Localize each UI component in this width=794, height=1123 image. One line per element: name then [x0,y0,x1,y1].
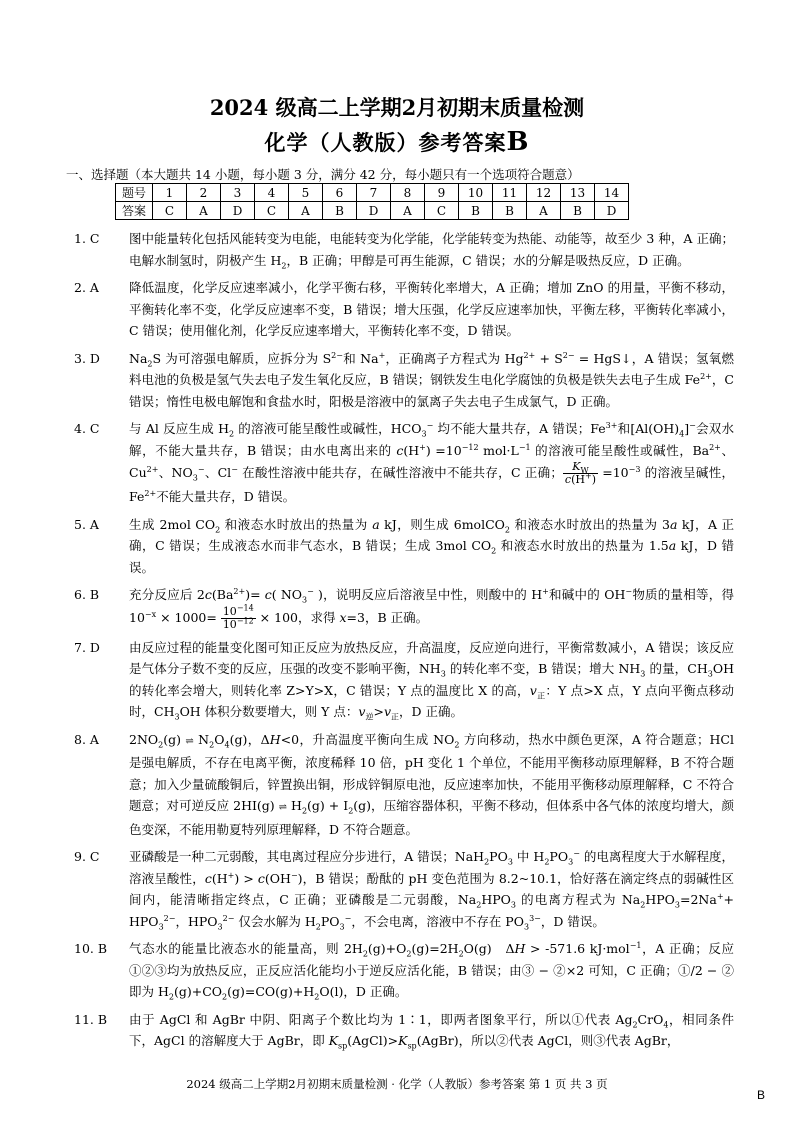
table-cell: 10 [459,184,493,202]
table-cell: 6 [323,184,357,202]
question-explanation: 与 Al 反应生成 $H_2$ 的溶液可能呈酸性或碱性，$HCO_3^-$ 均不能大量共存，A 错误；$Fe^{3+}$和$[Al(OH)_4]^-$会双水解，不能大量共存，B 错误；由水电离出来的 $c(H^+) =10^{-12}$ $mol\cdot L^{-1}$ 的溶液可能呈酸性或碱性，$Ba^{2+}$、$Cu^{2+}$、$NO_3^-$、Cl− 在酸性溶液中能共存，在碱性溶液中不能共存，C 正确； $\frac{K_W}{c(H^+)}$ $=10^{-3}$ 的溶液呈碱性，$Fe^{2+}$不能大量共存，D 错误。 [129,420,735,504]
question-explanation: 气态水的能量比液态水的能量高，则 $2H_2(g)+O_2(g)=2H_2O(g)$ ΔH > -571.6 kJ·mol$^{-1}$，A 正确；反应①②③均为放热反应，正反应活化能均小于逆反应活化能，B 错误；由③ − ②×2 可知，C 正确；①/2 − ②即为 $H_2(g)+CO_2(g)=CO(g)+H_2O(l)$，D 正确。 [129,940,735,1002]
question-explanation: 图中能量转化包括风能转变为电能，电能转变为化学能，化学能转变为热能、动能等，故至少 3 种，A 正确；电解水制氢时，阴极产生 $H_2$，B 正确；甲醇是可再生能源，C 错误；水的分解是吸热反应，D 正确。 [129,231,734,270]
question-item [74,938,734,1003]
question-item [74,514,734,579]
question-explanation: $Na_2S$ 为可溶强电解质，应拆分为 $S^{2-}$和 Na+，正确离子方程式为 $Hg^{2+} + S^{2-}$ = HgS↓，A 错误；氢氧燃料电池的负极是氢气失去电子发生氧化反应，B 错误；钢铁发生电化学腐蚀的负极是铁失去电子生成 $Fe^{2+}$，C 错误；惰性电极电解饱和食盐水时，阳极是溶液中的氯离子失去电子生成氯气，D 正确。 [129,350,734,409]
table-cell: 9 [425,184,459,202]
table-cell: 8 [391,184,425,202]
question-number: 10. B [74,941,108,956]
question-explanation: 充分反应后 $2c(Ba^{2+})= c$( $NO_3^-$ )，说明反应后溶液呈中性，则酸中的 H+和碱中的 OH−物质的量相等，得 $10^{-x} \times 1000=$ $\frac{10^{-14}}{10^{-12}}$ × 100，求得 x=3，B 正确。 [129,586,734,631]
table-row-label: 题号 [116,184,153,202]
table-cell: 7 [357,184,391,202]
table-cell: 13 [561,184,595,202]
table-cell: 3 [221,184,255,202]
question-number: 4. C [74,421,100,436]
table-row-label: 答案 [116,202,153,220]
question-number: 11. B [74,1011,108,1027]
question-number: 5. A [74,516,99,532]
question-item [74,1009,734,1052]
answer-table [115,183,629,220]
fraction: $\frac{K_W}{c(H^+)}$ [564,460,596,486]
question-explanation: 由反应过程的能量变化图可知正反应为放热反应，升高温度，反应逆向进行，平衡常数减小，A 错误；该反应是气体分子数不变的反应，压强的改变不影响平衡，$NH_3$ 的转化率不变，B 错误；增大 $NH_3$ 的量，$CH_3OH$ 的转化率会增大，则转化率 Z>Y>X，C 错误；Y 点的温度比 X 的高，$v_正$：Y 点>X 点，Y 点向平衡点移动时，$CH_3OH$ 体积分数要增大，则 Y 点：$v_逆>v_正$，D 正确。 [129,639,734,722]
question-explanation: 生成 2mol $CO_2$ 和液态水时放出的热量为 a kJ，则生成 6molCO$_2$ 和液态水时放出的热量为 3a kJ，A 正确，C 错误；生成液态水而非气态水，B 错误；生成 3mol $CO_2$ 和液态水时放出的热量为 1.5a kJ，D 错误。 [129,516,734,575]
question-number: 1. C [74,231,100,246]
question-item [74,277,734,342]
question-item [74,228,734,271]
section-heading: 一、选择题（本大题共 14 小题，每小题 3 分，满分 42 分，每小题只有一个选项符合题意） [66,167,580,182]
table-cell: B [459,202,493,220]
table-cell: A [527,202,561,220]
question-number: 2. A [74,280,99,295]
question-explanation: 亚磷酸是一种二元弱酸，其电离过程应分步进行，A 错误；$NaH_2PO_3$ 中 $H_2PO_3^-$ 的电离程度大于水解程度，溶液呈酸性，c(H+) > c(OH−)，B 错误；酚酞的 pH 变色范围为 8.2~10.1，恰好落在滴定终点的弱碱性区间内，能清晰指定终点，C 正确；亚磷酸是二元弱酸，$Na_2HPO_3$ 的电离方程式为 $Na_2HPO_3=2Na^++ HPO_3^{2-}$，$HPO_3^{2-}$ 仅会水解为 $H_2PO_3^-$，不会电离，溶液中不存在 $PO_3^{3-}$，D 错误。 [129,848,734,931]
table-cell: 14 [595,184,629,202]
question-item [74,348,734,413]
page-title: 2024 级高二上学期2月初期末质量检测 [209,95,585,120]
table-cell: 12 [527,184,561,202]
question-item [74,729,734,841]
table-cell: C [153,202,187,220]
question-number: 3. D [74,350,100,366]
table-cell: D [595,202,629,220]
question-number: 7. D [74,639,100,655]
answer-explanations [74,228,734,1058]
table-cell: A [289,202,323,220]
question-item [74,846,734,932]
table-cell: B [323,202,357,220]
question-item [74,418,734,508]
table-cell: A [391,202,425,220]
question-item [74,584,734,631]
subtitle-text: 化学（人教版）参考答案 [264,130,507,155]
corner-mark: B [757,1088,766,1102]
table-cell: 4 [255,184,289,202]
question-item [74,637,734,723]
question-explanation: 降低温度，化学反应速率减小，化学平衡右移，平衡转化率增大，A 正确；增加 ZnO 的用量，平衡不移动，平衡转化率不变，化学反应速率不变，B 错误；增大压强，化学反应速率加快，平衡左移，平衡转化率减小，C 错误；使用催化剂，化学反应速率增大，平衡转化率不变，D 错误。 [129,280,734,338]
table-cell: 11 [493,184,527,202]
table-row [116,184,629,202]
table-cell: 1 [153,184,187,202]
table-cell: D [221,202,255,220]
page-subtitle [0,127,794,157]
question-number: 8. A [74,731,99,747]
table-cell: C [255,202,289,220]
question-number: 6. B [74,587,100,602]
table-cell: 5 [289,184,323,202]
table-cell: B [493,202,527,220]
table-cell: D [357,202,391,220]
table-cell: B [561,202,595,220]
table-cell: 2 [187,184,221,202]
fraction: $\frac{10^{-14}}{10^{-12}}$ [222,602,254,631]
page-footer: 2024 级高二上学期2月初期末质量检测 · 化学（人教版）参考答案 第 1 页 共 3 页 [186,1077,608,1091]
table-cell: C [425,202,459,220]
table-row [116,202,629,220]
version-letter: B [506,127,530,157]
question-explanation: 由于 AgCl 和 AgBr 中阴、阳离子个数比均为 1∶1，即两者图象平行，所以①代表 $Ag_2CrO_4$，相同条件下，AgCl 的溶解度大于 AgBr，即 $K_{sp}(AgCl)>K_{sp}(AgBr)$，所以②代表 AgCl，则③代表 AgBr， [129,1011,734,1051]
table-cell: A [187,202,221,220]
question-number: 9. C [74,849,100,864]
question-explanation: $2NO_2(g)$ ⇌ $N_2O_4(g)$，ΔH<0，升高温度平衡向生成 $NO_2$ 方向移动，热水中颜色更深，A 符合题意；HCl 是强电解质，不存在电离平衡，浓度稀释 10 倍，pH 变化 1 个单位，不能用平衡移动原理解释，B 不符合题意；加入少量硫酸铜后，锌置换出铜，形成锌铜原电池，反应速率加快，不能用平衡移动原理解释，C 不符合题意；对可逆反应 2HI(g) ⇌ $H_2(g) + I_2(g)$，压缩容器体积，平衡不移动，但体系中各气体的浓度均增大，颜色变深，不能用勒夏特列原理解释，D 不符合题意。 [129,731,734,837]
